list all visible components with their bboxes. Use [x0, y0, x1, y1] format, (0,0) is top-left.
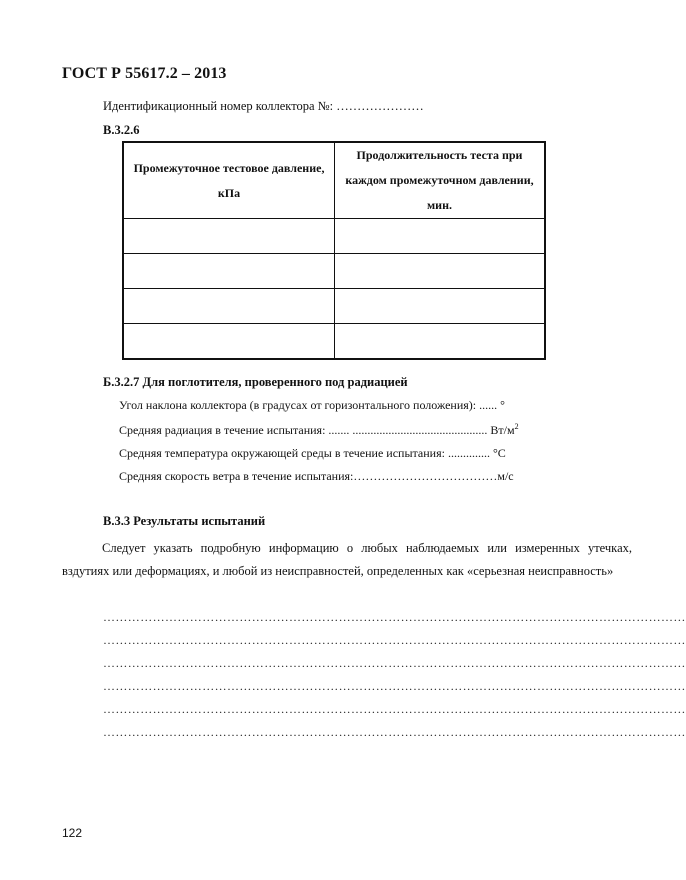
table-cell-pressure[interactable]	[123, 219, 335, 254]
table-header-row	[123, 142, 545, 219]
dotted-fill-line: ……………………………………………………………………………………………………………………………	[103, 725, 686, 739]
table-cell-duration[interactable]	[335, 219, 546, 254]
column-header-duration: Продолжительность теста при каждом промежуточном давлении, мин.	[335, 142, 546, 219]
section-heading-b326: В.3.2.6	[103, 123, 140, 137]
column-header-pressure: Промежуточное тестовое давление, кПа	[123, 142, 335, 219]
table-cell-pressure[interactable]	[123, 324, 335, 360]
param-ambient-temperature: Средняя температура окружающей среды в течение испытания: .............. °С	[119, 446, 506, 460]
dotted-fill-line: ……………………………………………………………………………………………………………………………	[103, 633, 686, 647]
dotted-fill-line: ……………………………………………………………………………………………………………………………	[103, 656, 686, 670]
collector-id-line: Идентификационный номер коллектора №: …………………	[103, 99, 424, 113]
param-average-radiation-text: Средняя радиация в течение испытания: ....... ............................................. Вт/м	[119, 423, 515, 437]
document-title: ГОСТ Р 55617.2 – 2013	[62, 65, 227, 82]
page-number: 122	[62, 826, 83, 840]
section-heading-b327: Б.3.2.7 Для поглотителя, проверенного под радиацией	[103, 375, 408, 389]
dotted-fill-line: ……………………………………………………………………………………………………………………………	[103, 679, 686, 693]
unit-exponent: 2	[514, 422, 519, 431]
table-cell-pressure[interactable]	[123, 289, 335, 324]
param-wind-speed: Средняя скорость ветра в течение испытания:………………………………м/с	[119, 469, 514, 483]
table-row	[123, 324, 545, 360]
section-heading-v33: В.3.3 Результаты испытаний	[103, 514, 266, 528]
table-cell-duration[interactable]	[335, 289, 546, 324]
param-collector-tilt: Угол наклона коллектора (в градусах от горизонтального положения): ...... °	[119, 398, 505, 412]
table-row	[123, 254, 545, 289]
results-instruction-paragraph: Следует указать подробную информацию о любых наблюдаемых или измеренных утечках, вздутиях или деформациях, и любой из неисправностей, определенных как «серьезная неисправность»	[62, 541, 632, 578]
dotted-fill-line: ……………………………………………………………………………………………………………………………	[103, 610, 686, 624]
dotted-fill-line: ……………………………………………………………………………………………………………………………	[103, 702, 686, 716]
test-pressure-table	[122, 141, 546, 360]
table-cell-duration[interactable]	[335, 254, 546, 289]
table-row	[123, 289, 545, 324]
table-cell-duration[interactable]	[335, 324, 546, 360]
table-row	[123, 219, 545, 254]
param-average-radiation	[119, 422, 519, 438]
table-cell-pressure[interactable]	[123, 254, 335, 289]
